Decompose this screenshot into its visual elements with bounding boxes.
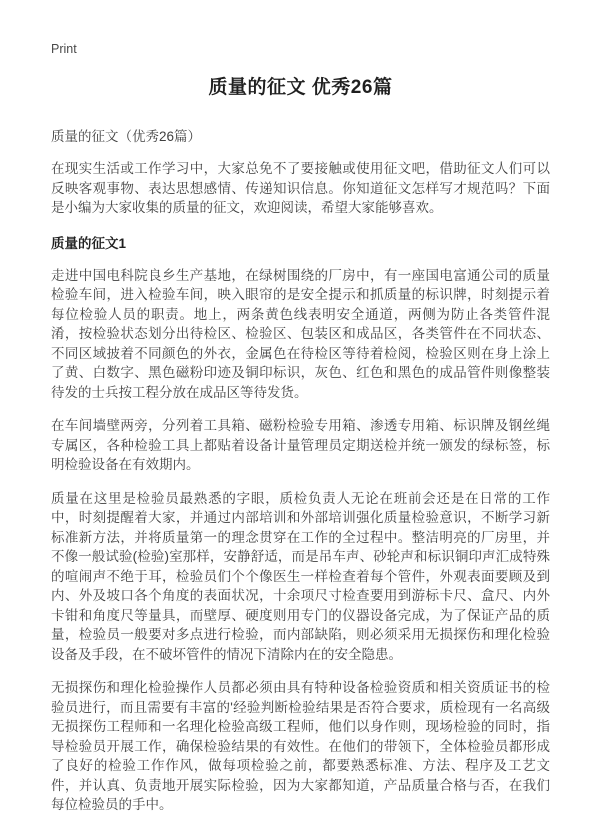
section-heading: 质量的征文1 (51, 235, 127, 251)
body-paragraph-4: 无损探伤和理化检验操作人员都必须由具有特种设备检验资质和相关资质证书的检验员进行，而且需要有丰富的'经验判断检验结果是否符合要求，质检现有一名高级无损探伤工程师和一名理化检验高级工程师，他们以身作则，现场检验的同时，指导检验员开展工作，确保检验结果的有效性。在他们的带领下，全体检验员都形成了良好的检验工作作风，做每项检验之前，都要熟悉标准、方法、程序及工艺文件，并认真、负责地开展实际检验，因为大家都知道，产品质量合格与否，在我们每位检验员的手中。 (51, 680, 550, 812)
document-subtitle: 质量的征文（优秀26篇） (51, 129, 202, 144)
page-title: 质量的征文 优秀26篇 (208, 77, 393, 98)
body-paragraph-3: 质量在这里是检验员最熟悉的字眼，质检负责人无论在班前会还是在日常的工作中，时刻提醒着大家，并通过内部培训和外部培训强化质量检验意识，不断学习新标准新方法，并将质量第一的理念贯穿在工作的全过程中。整洁明亮的厂房里，并不像一般试验(检验)室那样，安静舒适，而是吊车声、砂轮声和标识铜印声汇成特殊的喧闹声不绝于耳，检验员们个个像医生一样检查着每个管件，外观表面要顾及到内、外及坡口各个角度的表面状况，十余项尺寸检查要用到游标卡尺、盒尺、内外卡钳和角度尺等量具，而壁厚、硬度则用专门的仪器设备完成，为了保证产品的质量，检验员一般要对多点进行检验，而内部缺陷，则必须采用无损探伤和理化检验设备及手段，在不破坏管件的情况下清除内在的安全隐患。 (51, 490, 550, 662)
body-paragraph-1: 走进中国电科院良乡生产基地，在绿树围绕的厂房中，有一座国电富通公司的质量检验车间，进入检验车间，映入眼帘的是安全提示和抓质量的标识牌，时刻提示着每位检验人员的职责。地上，两条黄色线表明安全通道，两侧为防止各类管件混淆，按检验状态划分出待检区、检验区、包装区和成品区，各类管件在不同状态、不同区域披着不同颜色的外衣，金属色在待检区等待着检阅，检验区则在身上涂上了黄、白数字、黑色磁粉印迹及铜印标识，灰色、红色和黑色的成品管件则像整装待发的士兵按工程分放在成品区等待发货。 (51, 267, 550, 400)
print-button[interactable]: Print (51, 42, 77, 56)
intro-paragraph: 在现实生活或工作学习中，大家总免不了要接触或使用征文吧，借助征文人们可以反映客观事物、表达思想感情、传递知识信息。你知道征文怎样写才规范吗？下面是小编为大家收集的质量的征文，欢迎阅读，希望大家能够喜欢。 (51, 161, 550, 215)
body-paragraph-2: 在车间墙壁两旁，分列着工具箱、磁粉检验专用箱、渗透专用箱、标识牌及钢丝绳专属区，各种检验工具上都贴着设备计量管理员定期送检并统一颁发的绿标签，标明检验设备在有效期内。 (51, 418, 550, 472)
